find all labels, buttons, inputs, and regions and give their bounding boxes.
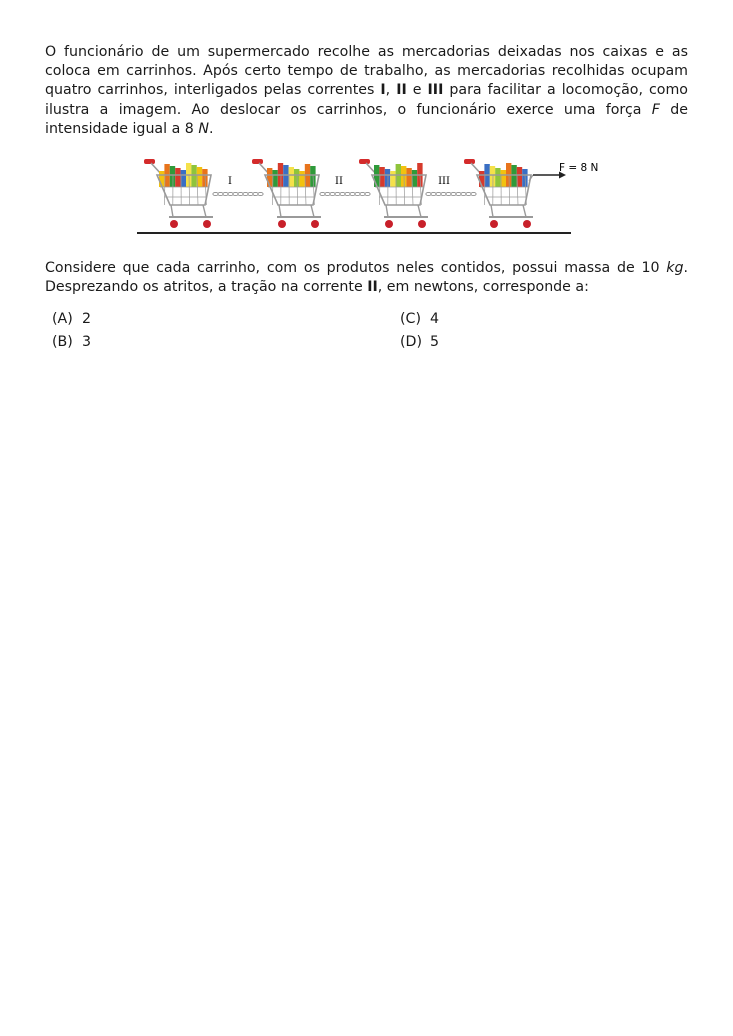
chain-link: [365, 192, 370, 195]
chain-link: [350, 192, 355, 195]
option-b[interactable]: [52, 333, 91, 352]
chain-link: [441, 192, 446, 195]
cart-handle: [359, 159, 370, 164]
cart-frame: [279, 205, 281, 217]
force-label: F = 8 N: [559, 162, 599, 174]
chain-link: [355, 192, 360, 195]
cart-wheel: [170, 220, 178, 228]
option-label: (A): [52, 311, 73, 327]
chain-link: [213, 192, 218, 195]
cart-handle: [464, 159, 475, 164]
chain-ref-3: III: [427, 82, 444, 99]
merchandise: [385, 169, 390, 187]
chain: [320, 192, 370, 195]
cart-handle: [252, 159, 263, 164]
chain-link: [345, 192, 350, 195]
cart-wheel: [278, 220, 286, 228]
chain-label-1: I: [228, 176, 232, 187]
chain-ref-2: II: [367, 279, 378, 296]
chain-link: [360, 192, 365, 195]
chain-ref-1: I: [380, 82, 386, 99]
chain-link: [436, 192, 441, 195]
cart-wheel: [203, 220, 211, 228]
carts-illustration: [133, 151, 599, 241]
option-d[interactable]: [400, 333, 439, 352]
cart-wheel: [418, 220, 426, 228]
prompt-text: , em newtons, corresponde a:: [377, 279, 589, 296]
statement-text: O funcionário de um supermercado recolhe as mercadorias deixadas nos caixas e as coloca em carrinhos. Após certo tempo de trabalho, as mercadorias recolhidas ocupam quatro carrinhos, interligados pelas correntes: [45, 44, 688, 99]
chain: [213, 192, 263, 195]
chain: [426, 192, 476, 195]
chain-link: [461, 192, 466, 195]
option-value: 3: [82, 334, 92, 350]
chain-link: [466, 192, 471, 195]
chain-link: [233, 192, 238, 195]
chain-label-2: II: [335, 176, 343, 187]
chain-link: [243, 192, 248, 195]
merchandise: [191, 165, 196, 187]
chain-link: [335, 192, 340, 195]
cart-frame: [491, 205, 493, 217]
force-symbol: F: [651, 101, 660, 118]
shopping-cart: [359, 159, 428, 228]
question-prompt: [45, 259, 688, 297]
merchandise: [299, 171, 304, 187]
option-label: (B): [52, 334, 73, 350]
statement-text: de intensidade igual a 8: [45, 101, 688, 137]
shopping-cart: [464, 159, 533, 228]
chain-link: [446, 192, 451, 195]
chain-link: [456, 192, 461, 195]
cart-wheel: [385, 220, 393, 228]
chain-link: [223, 192, 228, 195]
question-statement: [45, 43, 688, 139]
option-value: 4: [430, 311, 440, 327]
merchandise: [170, 166, 175, 187]
cart-handle: [144, 159, 155, 164]
option-value: 5: [430, 334, 440, 350]
statement-text: para facilitar a locomoção, como ilustra a imagem. Ao deslocar os carrinhos, o funcionário exerce uma força: [45, 82, 688, 118]
option-label: (D): [400, 334, 422, 350]
chain-link: [258, 192, 263, 195]
prompt-text: Considere que cada carrinho, com os produtos neles contidos, possui massa de 10: [45, 260, 667, 276]
merchandise: [374, 165, 379, 187]
chain-link: [431, 192, 436, 195]
chain-link: [451, 192, 456, 195]
shopping-cart: [252, 159, 321, 228]
cart-frame: [171, 205, 173, 217]
statement-text: e: [406, 82, 428, 99]
merchandise: [294, 169, 299, 187]
merchandise: [406, 168, 411, 187]
merchandise: [495, 168, 500, 187]
cart-frame: [418, 205, 421, 217]
statement-text: ,: [385, 82, 397, 99]
chain-link: [426, 192, 431, 195]
chain-ref-2: II: [396, 82, 407, 99]
chain-link: [228, 192, 233, 195]
option-label: (C): [400, 311, 421, 327]
option-a[interactable]: [52, 310, 91, 329]
chain-link: [320, 192, 325, 195]
chain-label-3: III: [438, 176, 450, 187]
shopping-carts-figure: [133, 151, 599, 241]
shopping-cart: [144, 159, 213, 228]
mass-unit: kg: [666, 260, 684, 276]
unit-symbol: N: [198, 120, 209, 137]
chain-link: [253, 192, 258, 195]
chain-link: [340, 192, 345, 195]
chain-link: [248, 192, 253, 195]
cart-wheel: [523, 220, 531, 228]
option-value: 2: [82, 311, 92, 327]
cart-frame: [203, 205, 206, 217]
merchandise: [390, 171, 395, 187]
merchandise: [283, 165, 288, 187]
statement-text: .: [208, 120, 214, 137]
chain-link: [218, 192, 223, 195]
chain-link: [330, 192, 335, 195]
cart-frame: [311, 205, 314, 217]
chain-link: [325, 192, 330, 195]
cart-wheel: [311, 220, 319, 228]
option-c[interactable]: [400, 310, 439, 329]
chain-link: [238, 192, 243, 195]
prompt-text: . Desprezando os atritos, a tração na corrente: [45, 260, 688, 296]
cart-wheel: [490, 220, 498, 228]
merchandise: [511, 165, 516, 187]
chain-link: [471, 192, 476, 195]
cart-frame: [523, 205, 526, 217]
merchandise: [490, 166, 495, 187]
cart-frame: [386, 205, 388, 217]
merchandise: [175, 168, 180, 187]
